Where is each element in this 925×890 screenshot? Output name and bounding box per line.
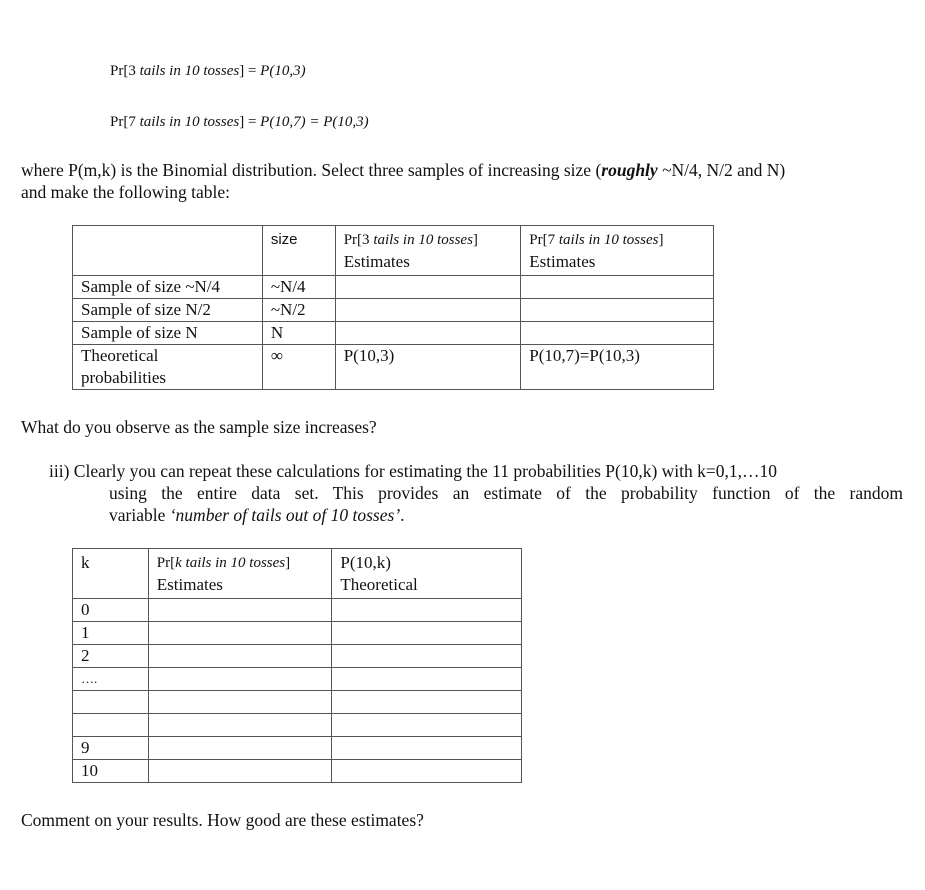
table-row: Theoretical probabilities ∞ P(10,3) P(10,7)=P(10,3) xyxy=(73,345,714,390)
probability-table xyxy=(72,548,522,783)
pr3-header: Pr[3 tails in 10 tosses] Estimates xyxy=(335,226,521,276)
equation-2: Pr[7 tails in 10 tosses] = P(10,7) = P(10,3) xyxy=(110,114,369,130)
table-header-row xyxy=(73,549,522,599)
estimates-table xyxy=(72,225,714,390)
intro-paragraph: where P(m,k) is the Binomial distribution. Select three samples of increasing size (roughly ~N/4, N/2 and N) and make the following table: xyxy=(21,160,786,202)
table-row: 10 xyxy=(73,760,522,783)
table-row: 0 xyxy=(73,599,522,622)
table-row: …. xyxy=(73,668,522,691)
table-row: 9 xyxy=(73,737,522,760)
equation-1: Pr[3 tails in 10 tosses] = P(10,3) xyxy=(110,63,306,79)
comment-question: Comment on your results. How good are these estimates? xyxy=(21,810,424,830)
table-row: Sample of size N N xyxy=(73,322,714,345)
pr7-header: Pr[7 tails in 10 tosses] Estimates xyxy=(521,226,714,276)
table-row: 2 xyxy=(73,645,522,668)
part-iii-paragraph: iii) Clearly you can repeat these calculations for estimating the 11 probabilities P(10,k) with k=0,1,…10 using the entire data set. This provides an estimate of the probability function of the random variable ‘number of tails out of 10 tosses’. xyxy=(49,461,903,525)
k-header: k xyxy=(73,549,149,599)
theoretical-header: P(10,k) Theoretical xyxy=(332,549,522,599)
table-row: Sample of size N/2 ~N/2 xyxy=(73,299,714,322)
table-row xyxy=(73,714,522,737)
table-row: 1 xyxy=(73,622,522,645)
observation-question: What do you observe as the sample size increases? xyxy=(21,417,377,437)
table-row: Sample of size ~N/4 ~N/4 xyxy=(73,276,714,299)
pr-k-header: Pr[k tails in 10 tosses] Estimates xyxy=(148,549,332,599)
table-row xyxy=(73,691,522,714)
table-header-row xyxy=(73,226,714,276)
size-header: size xyxy=(262,226,335,276)
